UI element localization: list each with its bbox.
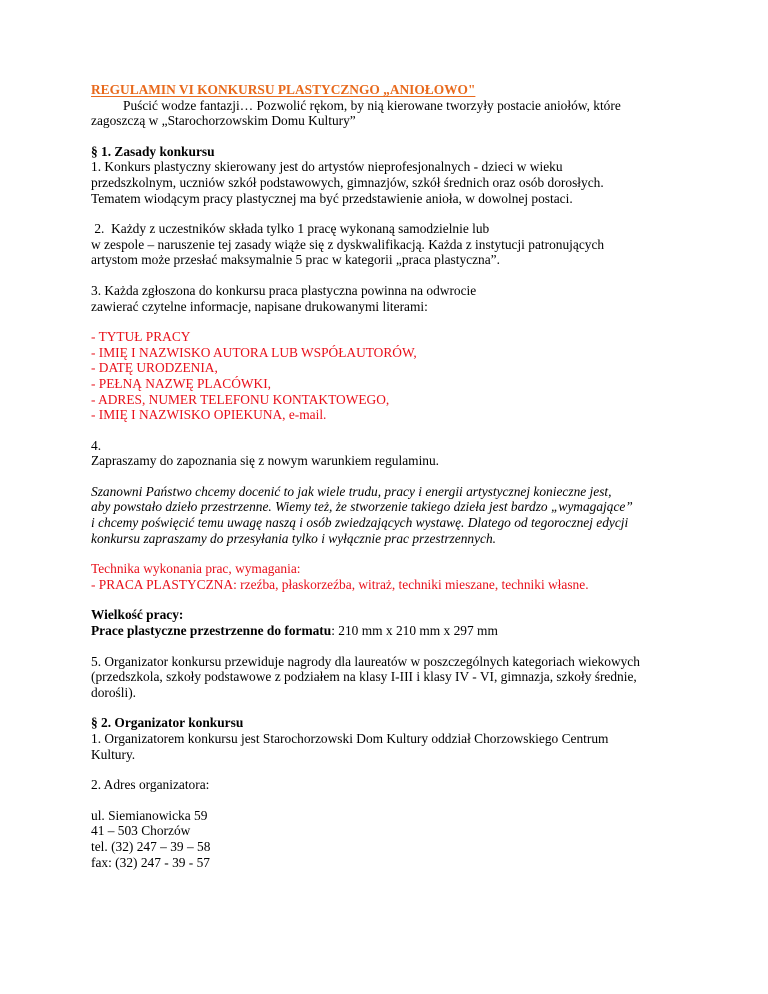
paragraph-line: (przedszkola, szkoły podstawowe z podziałem na klasy I-III i klasy IV - VI, gimnazja, szkoły średnie, — [91, 669, 637, 685]
address-line: fax: (32) 247 - 39 - 57 — [91, 854, 210, 870]
address-line: 41 – 503 Chorzów — [91, 823, 191, 839]
technique-line: - PRACA PLASTYCZNA: rzeźba, płaskorzeźba, witraż, techniki mieszane, techniki własne. — [91, 576, 589, 592]
paragraph-line: artystom może przesłać maksymalnie 5 prac w kategorii „praca plastyczna”. — [91, 252, 500, 268]
paragraph-line: przedszkolnym, uczniów szkół podstawowych, gimnazjów, szkół średnich oraz osób dorosłych. — [91, 174, 604, 190]
address-line: tel. (32) 247 – 39 – 58 — [91, 838, 211, 854]
intro-line: Puścić wodze fantazji… Pozwolić rękom, by nią kierowane tworzyły postacie aniołów, które — [123, 97, 621, 113]
required-info-item: - IMIĘ I NAZWISKO OPIEKUNA, e-mail. — [91, 407, 327, 423]
size-label: Prace plastyczne przestrzenne do formatu — [91, 623, 332, 639]
section-heading: § 1. Zasady konkursu — [91, 143, 215, 159]
section-heading: § 2. Organizator konkursu — [91, 715, 244, 731]
technique-line: Technika wykonania prac, wymagania: — [91, 561, 301, 577]
italic-note-line: konkursu zapraszamy do przesyłania tylko i wyłącznie prac przestrzennych. — [91, 530, 497, 546]
required-info-item: - PEŁNĄ NAZWĘ PLACÓWKI, — [91, 375, 272, 391]
italic-note-line: Szanowni Państwo chcemy docenić to jak wiele trudu, pracy i energii artystycznej konieczne jest, — [91, 483, 612, 499]
intro-line: zagoszczą w „Starochorzowskim Domu Kultury” — [91, 113, 356, 129]
paragraph-number: 4. — [91, 437, 102, 453]
size-heading: Wielkość pracy: — [91, 607, 184, 623]
paragraph-line: 2. Każdy z uczestników składa tylko 1 pracę wykonaną samodzielnie lub — [91, 221, 490, 237]
italic-note-line: aby powstało dzieło przestrzenne. Wiemy też, że stworzenie takiego dzieła jest bardzo „wymagające” — [91, 499, 633, 515]
document-title: REGULAMIN VI KONKURSU PLASTYCZNGO „ANIOŁOWO" — [91, 82, 476, 97]
size-value: : 210 mm x 210 mm x 297 mm — [331, 623, 498, 639]
document-page — [91, 82, 711, 870]
required-info-item: - TYTUŁ PRACY — [91, 329, 191, 345]
paragraph-line: Kultury. — [91, 746, 136, 762]
address-line: ul. Siemianowicka 59 — [91, 807, 208, 823]
paragraph-line: 2. Adres organizatora: — [91, 777, 210, 793]
paragraph-line: w zespole – naruszenie tej zasady wiąże się z dyskwalifikacją. Każda z instytucji patronujących — [91, 236, 605, 252]
paragraph-line: 5. Organizator konkursu przewiduje nagrody dla laureatów w poszczególnych kategoriach wiekowych — [91, 653, 640, 669]
paragraph-line: zawierać czytelne informacje, napisane drukowanymi literami: — [91, 298, 428, 314]
paragraph-line: dorośli). — [91, 684, 137, 700]
size-line — [91, 623, 711, 639]
required-info-item: - ADRES, NUMER TELEFONU KONTAKTOWEGO, — [91, 391, 390, 407]
paragraph-line: Zapraszamy do zapoznania się z nowym warunkiem regulaminu. — [91, 453, 440, 469]
paragraph-line: 1. Konkurs plastyczny skierowany jest do artystów nieprofesjonalnych - dzieci w wieku — [91, 159, 563, 175]
paragraph-line: 3. Każda zgłoszona do konkursu praca plastyczna powinna na odwrocie — [91, 282, 477, 298]
required-info-item: - IMIĘ I NAZWISKO AUTORA LUB WSPÓŁAUTORÓW, — [91, 344, 417, 360]
paragraph-line: Tematem wiodącym pracy plastycznej ma być przedstawienie anioła, w dowolnej postaci. — [91, 190, 573, 206]
italic-note-line: i chcemy poświęcić temu uwagę naszą i osób zwiedzających wystawę. Dlatego od tegorocznej edycji — [91, 515, 629, 531]
paragraph-line: 1. Organizatorem konkursu jest Starochorzowski Dom Kultury oddział Chorzowskiego Centrum — [91, 731, 609, 746]
required-info-item: - DATĘ URODZENIA, — [91, 360, 218, 376]
